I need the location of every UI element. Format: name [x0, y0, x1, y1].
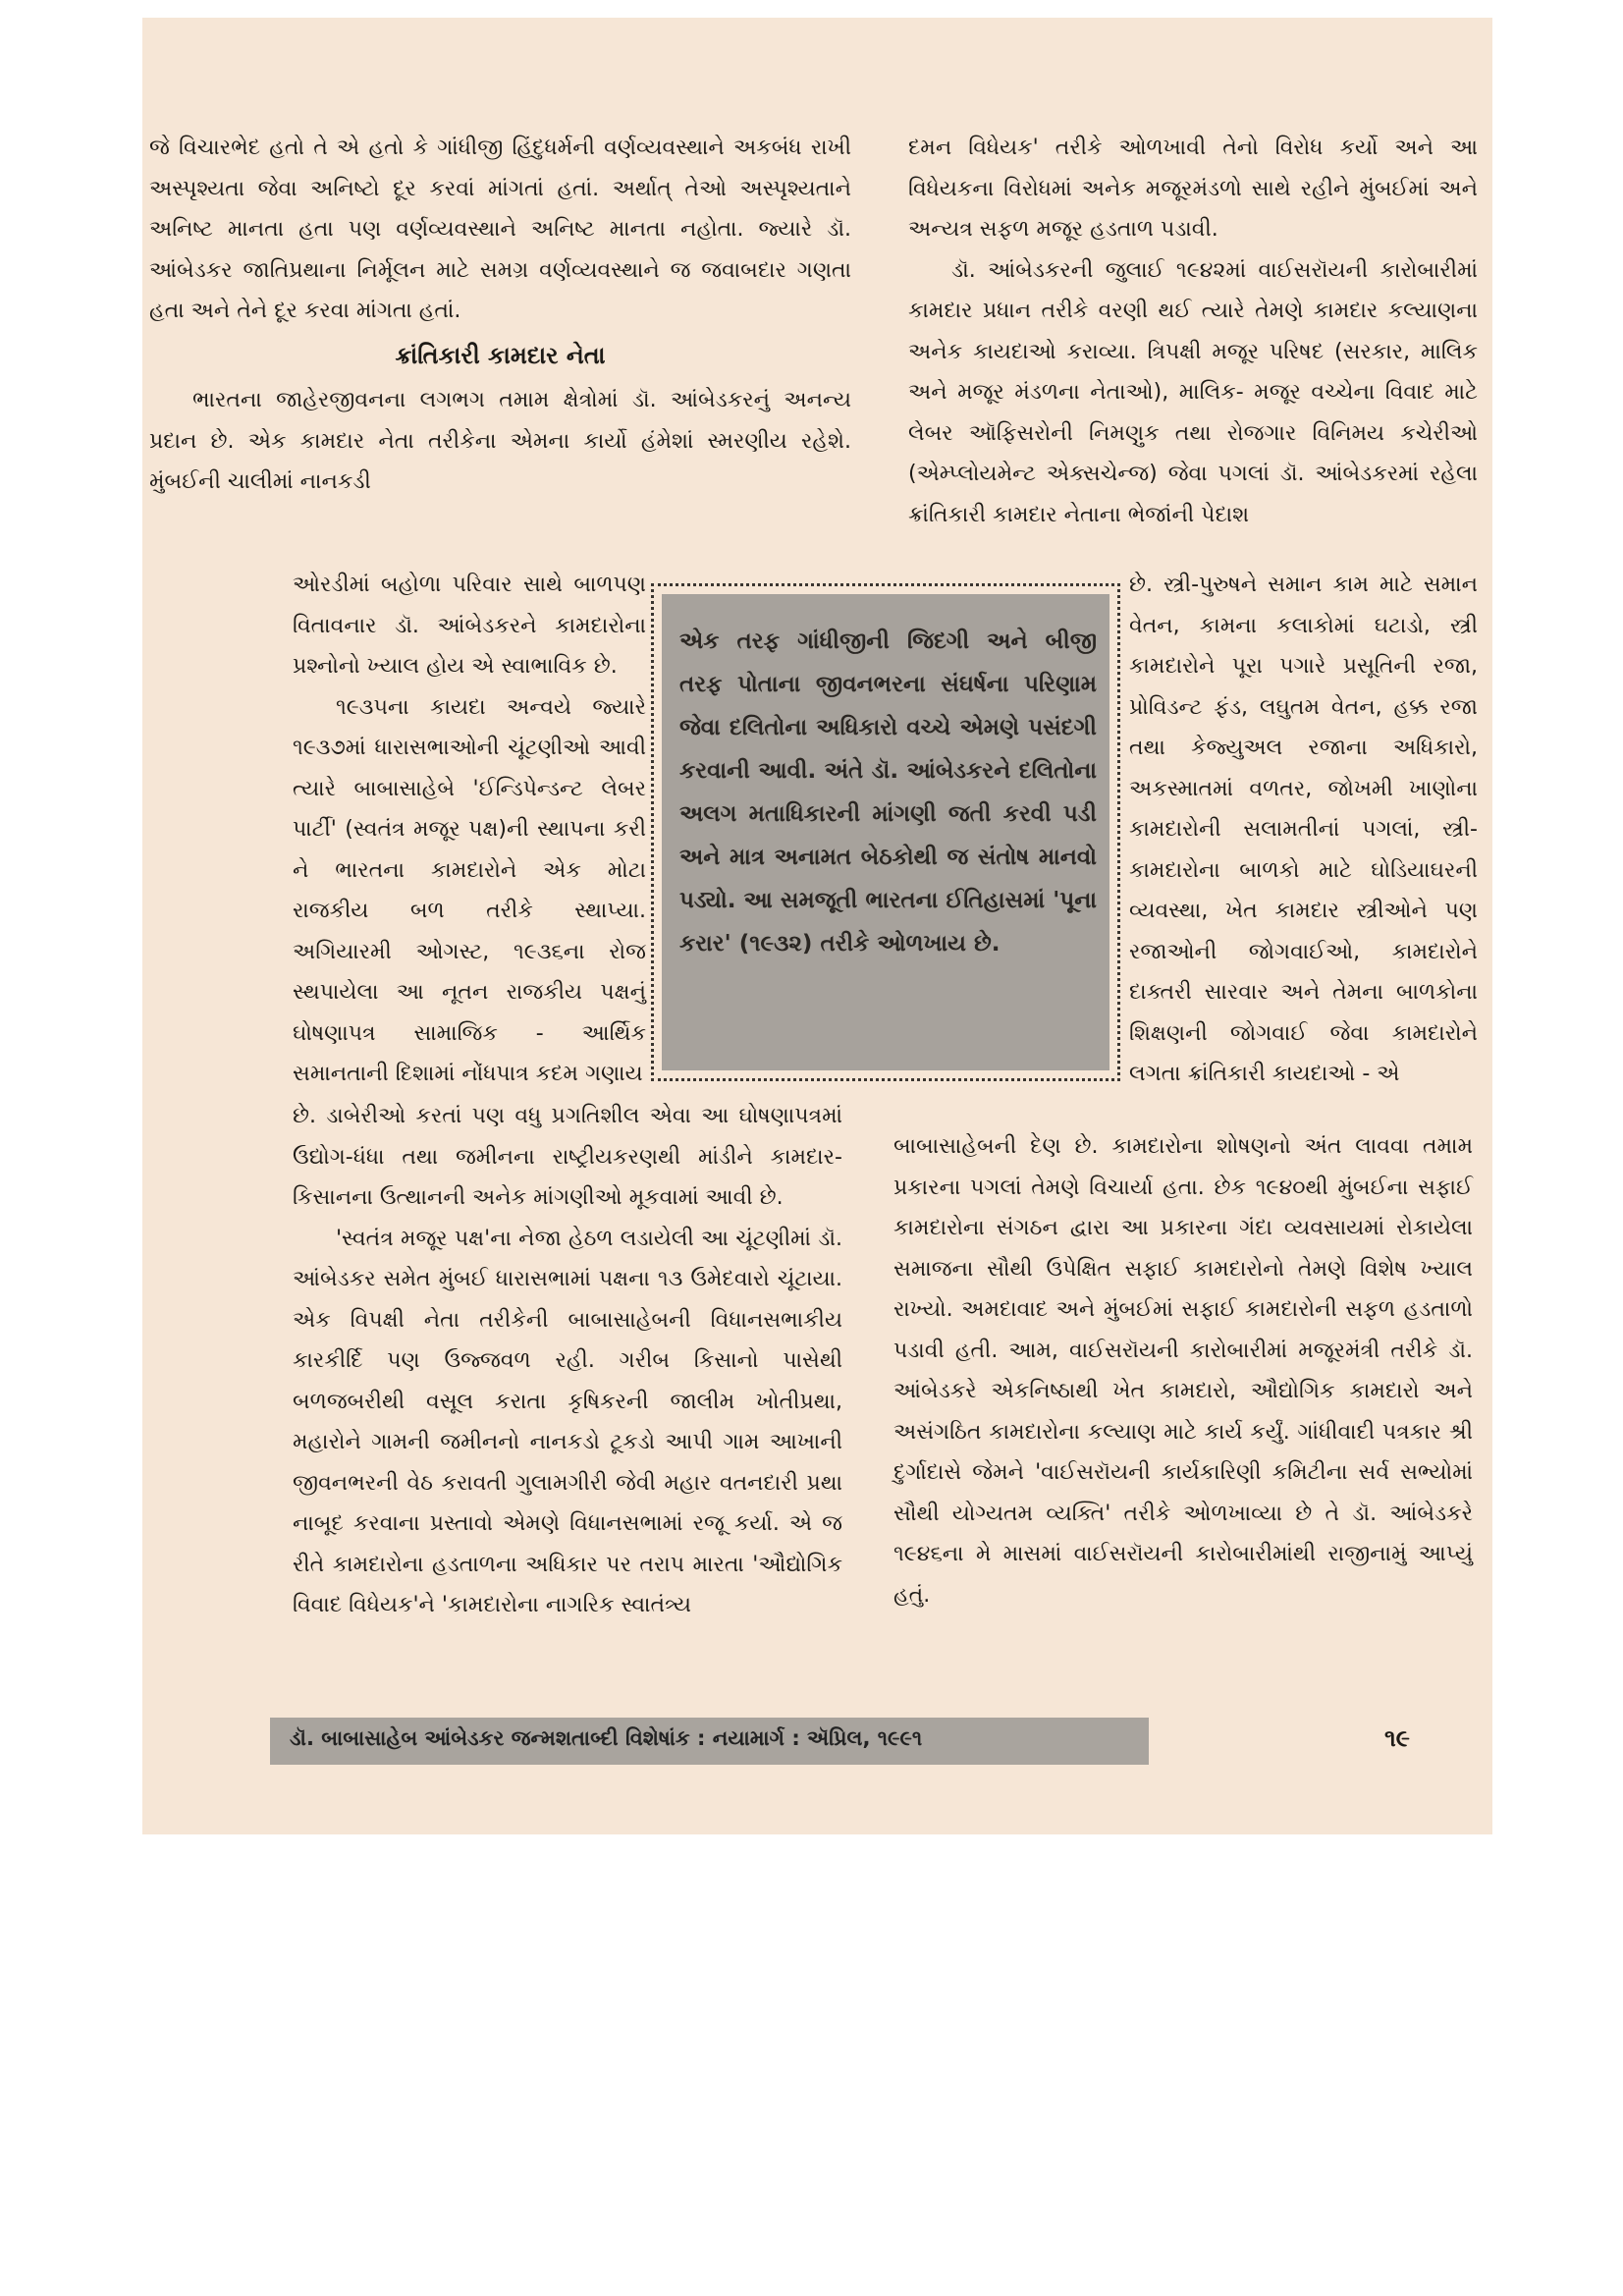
page-number: ૧૯: [1384, 1724, 1410, 1752]
left-column-top: [149, 128, 851, 503]
intro-paragraph: જે વિચારભેદ હતો તે એ હતો કે ગાંધીજી હિંદુધર્મની વર્ણવ્યવસ્થાને અકબંધ રાખી અસ્પૃશ્યતા જેવા અનિષ્ટો દૂર કરવાં માંગતાં હતાં. અર્થાત્ તેઓ અસ્પૃશ્યતાને અનિષ્ટ માનતા હતા પણ વર્ણવ્યવસ્થાને અનિષ્ટ માનતા નહોતા. જ્યારે ડૉ. આંબેડકર જાતિપ્રથાના નિર્મૂલન માટે સમગ્ર વર્ણવ્યવસ્થાને જ જવાબદાર ગણતા હતા અને તેને દૂર કરવા માંગતા હતાં.: [149, 136, 851, 323]
paragraph: દમન વિધેયક' તરીકે ઓળખાવી તેનો વિરોધ કર્યો અને આ વિધેયકના વિરોધમાં અનેક મજૂરમંડળો સાથે રહીને મુંબઈમાં અને અન્યત્ર સફળ મજૂર હડતાળ પડાવી.: [908, 136, 1478, 242]
right-column-narrow: [1129, 565, 1478, 1095]
pull-quote-text: એક તરફ ગાંધીજીની જિદગી અને બીજી તરફ પોતાના જીવનભરના સંઘર્ષના પરિણામ જેવા દલિતોના અધિકારો વચ્ચે એમણે પસંદગી કરવાની આવી. અંતે ડૉ. આંબેડકરને દલિતોના અલગ મતાધિકારની માંગણી જતી કરવી પડી અને માત્ર અનામત બેઠકોથી જ સંતોષ માનવો પડ્યો. આ સમજૂતી ભારતના ઈતિહાસમાં 'પૂના કરાર' (૧૯૩૨) તરીકે ઓળખાય છે.: [679, 629, 1097, 957]
left-column-bottom: [293, 1096, 842, 1626]
paragraph: ડૉ. આંબેડકરની જુલાઈ ૧૯૪૨માં વાઈસરૉયની કારોબારીમાં કામદાર પ્રધાન તરીકે વરણી થઈ ત્યારે તેમણે કામદાર કલ્યાણના અનેક કાયદાઓ કરાવ્યા. ત્રિપક્ષી મજૂર પરિષદ (સરકાર, માલિક અને મજૂર મંડળના નેતાઓ), માલિક- મજૂર વચ્ચેના વિવાદ માટે લેબર ઑફિસરોની નિમણુક તથા રોજગાર વિનિમય કચેરીઓ (એમ્પ્લોયમેન્ટ એક્સચેન્જ) જેવા પગલાં ડૉ. આંબેડકરમાં રહેલા ક્રાંતિકારી કામદાર નેતાના ભેજાંની પેદાશ: [908, 257, 1478, 527]
right-column-top: [908, 128, 1478, 535]
footer-text: ડૉ. બાબાસાહેબ આંબેડકર જન્મશતાબ્દી વિશેષાંક : નયામાર્ગ : ઍપ્રિલ, ૧૯૯૧: [290, 1726, 923, 1750]
paragraph: છે. સ્ત્રી-પુરુષને સમાન કામ માટે સમાન વેતન, કામના કલાકોમાં ઘટાડો, સ્ત્રી કામદારોને પૂરા પગારે પ્રસૂતિની રજા, પ્રોવિડન્ટ ફંડ, લઘુતમ વેતન, હક્ક રજા તથા કેજ્યુઅલ રજાના અધિકારો, અકસ્માતમાં વળતર, જોખમી ખાણોના કામદારોની સલામતીનાં પગલાં, સ્ત્રી-કામદારોના બાળકો માટે ઘોડિયાઘરની વ્યવસ્થા, ખેત કામદાર સ્ત્રીઓને પણ રજાઓની જોગવાઈઓ, કામદારોને દાક્તરી સારવાર અને તેમના બાળકોના શિક્ષણની જોગવાઈ જેવા કામદારોને લગતા ક્રાંતિકારી કાયદાઓ - એ: [1129, 573, 1478, 1086]
paragraph: બાબાસાહેબની દેણ છે. કામદારોના શોષણનો અંત લાવવા તમામ પ્રકારના પગલાં તેમણે વિચાર્યા હતા. છેક ૧૯૪૦થી મુંબઈના સફાઈ કામદારોના સંગઠન દ્વારા આ પ્રકારના ગંદા વ્યવસાયમાં રોકાયેલા સમાજના સૌથી ઉપેક્ષિત સફાઈ કામદારોનો તેમણે વિશેષ ખ્યાલ રાખ્યો. અમદાવાદ અને મુંબઈમાં સફાઈ કામદારોની સફળ હડતાળો પડાવી હતી. આમ, વાઈસરૉયની કારોબારીમાં મજૂરમંત્રી તરીકે ડૉ. આંબેડકરે એકનિષ્ઠાથી ખેત કામદારો, ઔદ્યોગિક કામદારો અને અસંગઠિત કામદારોના કલ્યાણ માટે કાર્ય કર્યું. ગાંધીવાદી પત્રકાર શ્રી દુર્ગાદાસે જેમને 'વાઈસરૉયની કાર્યકારિણી કમિટીના સર્વ સભ્યોમાં સૌથી યોગ્યતમ વ્યક્તિ' તરીકે ઓળખાવ્યા છે તે ડૉ. આંબેડકરે ૧૯૪૬ના મે માસમાં વાઈસરૉયની કારોબારીમાંથી રાજીનામું આપ્યું હતું.: [893, 1134, 1473, 1608]
paragraph: ૧૯૩૫ના કાયદા અન્વયે જ્યારે ૧૯૩૭માં ધારાસભાઓની ચૂંટણીઓ આવી ત્યારે બાબાસાહેબે 'ઈન્ડિપેન્ડન્ટ લેબર પાર્ટી' (સ્વતંત્ર મજૂર પક્ષ)ની સ્થાપના કરી ને ભારતના કામદારોને એક મોટા રાજકીય બળ તરીકે સ્થાપ્યા. અગિયારમી ઓગસ્ટ, ૧૯૩૬ના રોજ સ્થપાયેલા આ નૂતન રાજકીય પક્ષનું ઘોષણાપત્ર સામાજિક - આર્થિક સમાનતાની દિશામાં નોંધપાત્ર કદમ ગણાય: [293, 694, 646, 1086]
pull-quote-background: [662, 594, 1109, 1070]
footer-band: [270, 1718, 1149, 1765]
section-heading: ક્રાંતિકારી કામદાર નેતા: [395, 341, 606, 369]
paragraph: ભારતના જાહેરજીવનના લગભગ તમામ ક્ષેત્રોમાં ડૉ. આંબેડકરનું અનન્ય પ્રદાન છે. એક કામદાર નેતા તરીકેના એમના કાર્યો હંમેશાં સ્મરણીય રહેશે. મુંબઈની ચાલીમાં નાનકડી: [149, 388, 851, 494]
right-column-bottom: [893, 1126, 1473, 1615]
paragraph: છે. ડાબેરીઓ કરતાં પણ વધુ પ્રગતિશીલ એવા આ ઘોષણાપત્રમાં ઉદ્યોગ-ધંધા તથા જમીનના રાષ્ટ્રીયકરણથી માંડીને કામદાર-કિસાનના ઉત્થાનની અનેક માંગણીઓ મૂકવામાં આવી છે.: [293, 1104, 842, 1210]
paragraph: ઓરડીમાં બહોળા પરિવાર સાથે બાળપણ વિતાવનાર ડૉ. આંબેડકરને કામદારોના પ્રશ્નોનો ખ્યાલ હોય એ સ્વાભાવિક છે.: [293, 573, 646, 679]
pull-quote-box: [651, 583, 1120, 1081]
left-column-narrow: [293, 565, 646, 1095]
paragraph: 'સ્વતંત્ર મજૂર પક્ષ'ના નેજા હેઠળ લડાયેલી આ ચૂંટણીમાં ડૉ. આંબેડકર સમેત મુંબઈ ધારાસભામાં પક્ષના ૧૩ ઉમેદવારો ચૂંટાયા. એક વિપક્ષી નેતા તરીકેની બાબાસાહેબની વિધાનસભાકીય કારકીર્દિ પણ ઉજ્જવળ રહી. ગરીબ કિસાનો પાસેથી બળજબરીથી વસૂલ કરાતા કૃષિકરની જાલીમ ખોતીપ્રથા, મહારોને ગામની જમીનનો નાનકડો ટૂકડો આપી ગામ આખાની જીવનભરની વેઠ કરાવતી ગુલામગીરી જેવી મહાર વતનદારી પ્રથા નાબૂદ કરવાના પ્રસ્તાવો એમણે વિધાનસભામાં રજૂ કર્યા. એ જ રીતે કામદારોના હડતાળના અધિકાર પર તરાપ મારતા 'ઔદ્યોગિક વિવાદ વિધેયક'ને 'કામદારોના નાગરિક સ્વાતંત્ર્ય: [293, 1226, 842, 1617]
